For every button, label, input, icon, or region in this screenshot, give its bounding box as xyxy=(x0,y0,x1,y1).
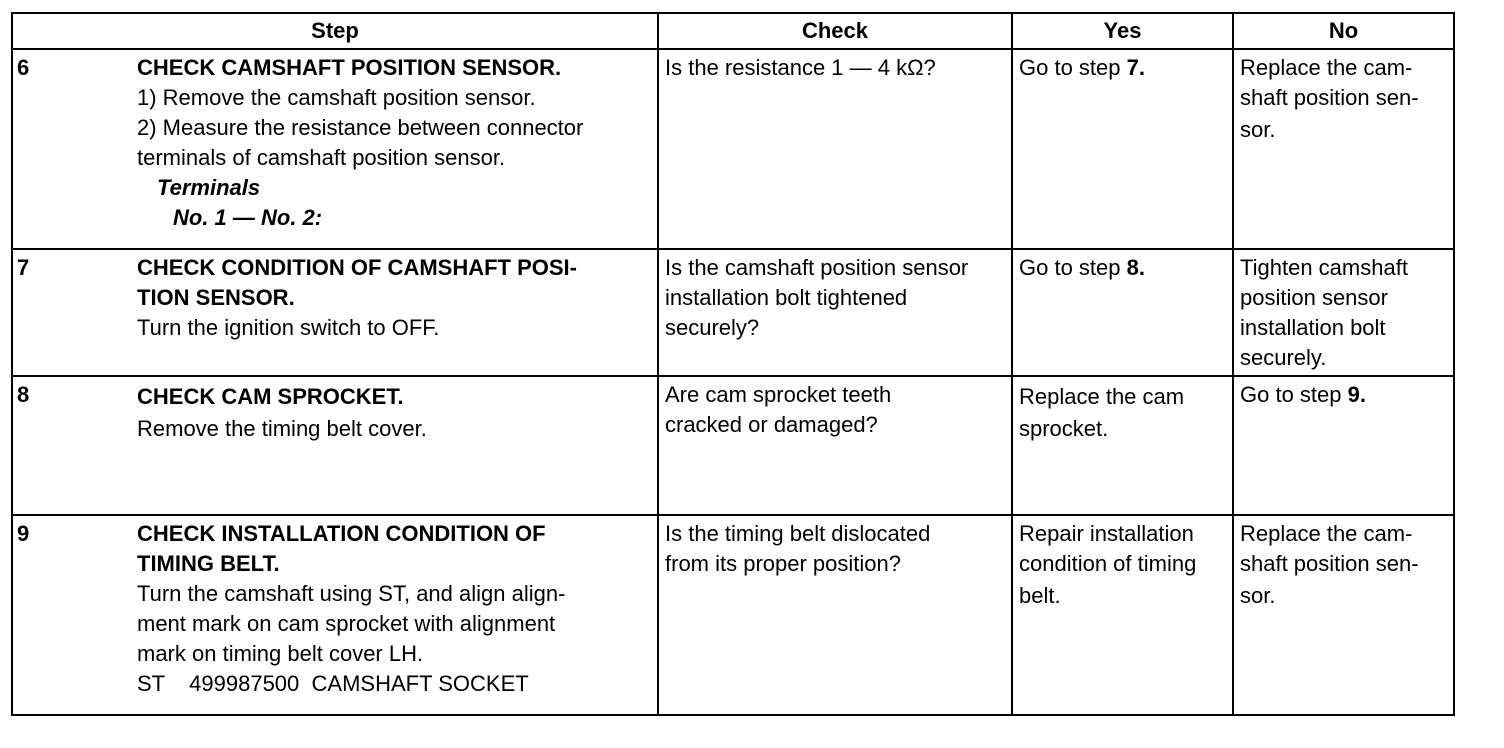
check-cell xyxy=(658,515,1012,715)
check-cell xyxy=(658,376,1012,515)
step-text: terminals of camshaft position sensor. xyxy=(137,145,506,170)
no-cell xyxy=(1233,49,1454,249)
yes-cell xyxy=(1012,376,1233,515)
header-step: Step xyxy=(12,13,658,49)
no-text: Replace the cam- xyxy=(1240,55,1413,80)
yes-text: Replace the cam xyxy=(1019,384,1185,409)
special-tool-text: ST 499987500 CAMSHAFT SOCKET xyxy=(137,671,529,696)
step-number: 9 xyxy=(17,521,30,546)
header-no: No xyxy=(1233,13,1454,49)
step-number: 7 xyxy=(17,255,30,280)
check-cell xyxy=(658,249,1012,376)
table-row xyxy=(12,49,1454,249)
header-yes: Yes xyxy=(1012,13,1233,49)
step-number: 8 xyxy=(17,382,30,407)
step-text: Remove the timing belt cover. xyxy=(137,416,427,441)
step-title: TION SENSOR. xyxy=(137,285,295,310)
no-text: sor. xyxy=(1240,583,1276,608)
no-text: sor. xyxy=(1240,117,1276,142)
yes-text: condition of timing xyxy=(1019,551,1197,576)
check-text: Is the timing belt dislocated xyxy=(665,521,931,546)
yes-step-ref: 8. xyxy=(1126,255,1145,280)
step-text: Turn the camshaft using ST, and align align- xyxy=(137,581,566,606)
table-row xyxy=(12,515,1454,715)
no-text: shaft position sen- xyxy=(1240,85,1419,110)
table-row xyxy=(12,376,1454,515)
yes-cell xyxy=(1012,249,1233,376)
step-text: 1) Remove the camshaft position sensor. xyxy=(137,85,536,110)
step-text: ment mark on cam sprocket with alignment xyxy=(137,611,556,636)
check-cell xyxy=(658,49,1012,249)
step-title: CHECK CAM SPROCKET. xyxy=(137,384,404,409)
step-number: 6 xyxy=(17,55,30,80)
step-text: Turn the ignition switch to OFF. xyxy=(137,315,440,340)
header-row xyxy=(12,13,1454,49)
table-row xyxy=(12,249,1454,376)
terminals-label: Terminals xyxy=(157,175,261,200)
no-text: position sensor xyxy=(1240,285,1388,310)
check-text: Are cam sprocket teeth xyxy=(665,382,892,407)
step-cell xyxy=(12,49,658,249)
yes-step-ref: 7. xyxy=(1126,55,1145,80)
yes-text: sprocket. xyxy=(1019,416,1109,441)
step-title: CHECK INSTALLATION CONDITION OF xyxy=(137,521,546,546)
step-cell xyxy=(12,249,658,376)
check-text: cracked or damaged? xyxy=(665,412,878,437)
step-title: CHECK CONDITION OF CAMSHAFT POSI- xyxy=(137,255,577,280)
diagnostic-table xyxy=(11,12,1455,716)
check-text: installation bolt tightened xyxy=(665,285,908,310)
step-text: mark on timing belt cover LH. xyxy=(137,641,424,666)
yes-text: Go to step xyxy=(1019,255,1127,280)
no-text: shaft position sen- xyxy=(1240,551,1419,576)
no-text: Replace the cam- xyxy=(1240,521,1413,546)
check-text: Is the camshaft position sensor xyxy=(665,255,969,280)
check-text: Is the resistance 1 — 4 kΩ? xyxy=(665,55,936,80)
terminals-value: No. 1 — No. 2: xyxy=(173,205,323,230)
no-text: securely. xyxy=(1240,345,1327,370)
check-text: from its proper position? xyxy=(665,551,901,576)
step-cell xyxy=(12,376,658,515)
yes-text: Go to step xyxy=(1019,55,1127,80)
yes-cell xyxy=(1012,49,1233,249)
step-cell xyxy=(12,515,658,715)
step-title: TIMING BELT. xyxy=(137,551,280,576)
check-text: securely? xyxy=(665,315,760,340)
no-text: installation bolt xyxy=(1240,315,1386,340)
yes-text: belt. xyxy=(1019,583,1061,608)
yes-text: Repair installation xyxy=(1019,521,1194,546)
no-cell xyxy=(1233,515,1454,715)
yes-cell xyxy=(1012,515,1233,715)
no-step-ref: 9. xyxy=(1347,382,1366,407)
step-title: CHECK CAMSHAFT POSITION SENSOR. xyxy=(137,55,562,80)
no-cell xyxy=(1233,249,1454,376)
no-cell xyxy=(1233,376,1454,515)
step-text: 2) Measure the resistance between connector xyxy=(137,115,584,140)
no-text: Go to step xyxy=(1240,382,1348,407)
no-text: Tighten camshaft xyxy=(1240,255,1408,280)
header-check: Check xyxy=(658,13,1012,49)
